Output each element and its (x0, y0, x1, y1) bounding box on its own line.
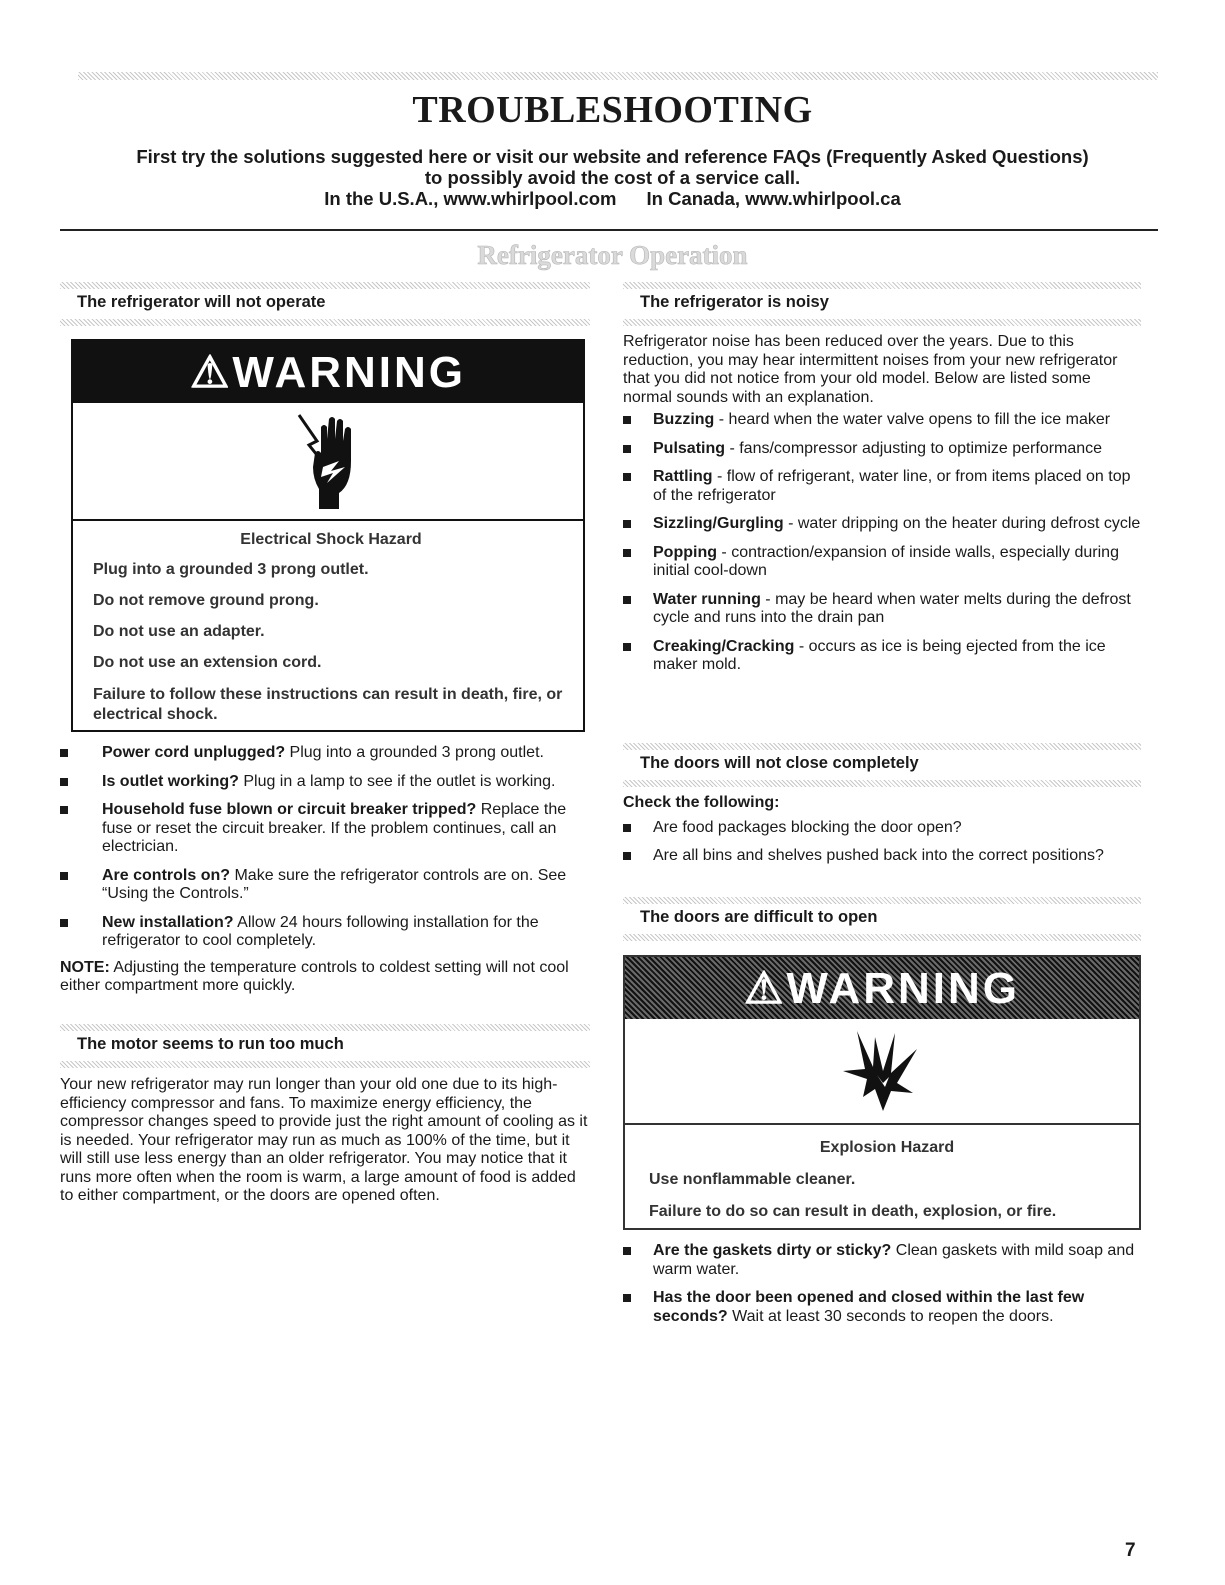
heading-will-not-operate-text: The refrigerator will not operate (77, 293, 326, 311)
warning-line-2: Failure to do so can result in death, explosion, or fire. (649, 1203, 1057, 1220)
heading-noisy-text: The refrigerator is noisy (640, 293, 829, 311)
canada-website: In Canada, www.whirlpool.ca (646, 188, 901, 209)
motor-paragraph: Your new refrigerator may run longer than your old one due to its high-efficiency compressor and fans. To maximize energy efficiency, the compressor changes speed to provide just the right amount of cooling as it is needed. Your refrigerator may run as much as 100% of the time, but it will still use less energy than an older refrigerator. You may notice that it runs more often when the room is warm, a large amount of food is added to either compartment, or the doors are opened often. (60, 1076, 588, 1204)
warning-line-1: Plug into a grounded 3 prong outlet. (93, 561, 369, 578)
warning-line-3: Do not use an adapter. (93, 623, 265, 640)
motor-section (60, 1076, 590, 1206)
list-item: Has the door been opened and closed within the last few seconds? Wait at least 30 seconds to reopen the doors. (623, 1289, 1141, 1326)
heading-doors-difficult-text: The doors are difficult to open (640, 908, 878, 926)
website-line (60, 188, 1165, 209)
warning-line-4: Do not use an extension cord. (93, 654, 322, 671)
heading-doors-not-close-text: The doors will not close completely (640, 754, 919, 772)
list-item: Is outlet working? Plug in a lamp to see if the outlet is working. (60, 773, 590, 792)
explosion-icon (837, 1027, 927, 1117)
intro-text (60, 146, 1165, 209)
list-item: Are food packages blocking the door open? (623, 819, 1141, 838)
shock-icon-area (73, 403, 583, 521)
explosion-warning-box (623, 955, 1141, 1230)
warning-banner: ⚠WARNING (73, 341, 583, 403)
list-item: New installation? Allow 24 hours following installation for the refrigerator to cool completely. (60, 914, 590, 951)
list-item: Are all bins and shelves pushed back into the correct positions? (623, 847, 1141, 866)
usa-website: In the U.S.A., www.whirlpool.com (324, 188, 617, 209)
list-item: Pulsating - fans/compressor adjusting to optimize performance (623, 440, 1141, 459)
page-number: 7 (1125, 1540, 1136, 1561)
warning-line-5: Failure to follow these instructions can result in death, fire, or electrical shock. (93, 686, 563, 723)
explosion-icon-area (625, 1019, 1139, 1125)
page-title: TROUBLESHOOTING (412, 89, 813, 131)
note-paragraph: NOTE: Adjusting the temperature controls to coldest setting will not cool either compartment more quickly. (60, 958, 569, 994)
section-title: Refrigerator Operation (477, 240, 748, 270)
list-item: Buzzing - heard when the water valve opens to fill the ice maker (623, 411, 1141, 430)
warning-banner: ⚠WARNING (625, 957, 1139, 1019)
heading-doors-not-close (623, 743, 1141, 787)
list-item: Water running - may be heard when water melts during the defrost cycle and runs into the drain pan (623, 591, 1141, 628)
heading-motor-runs (60, 1024, 590, 1068)
warning-line-2: Do not remove ground prong. (93, 592, 319, 609)
not-operate-causes (60, 744, 590, 996)
list-item: Popping - contraction/expansion of inside walls, especially during initial cool-down (623, 544, 1141, 581)
heading-motor-runs-text: The motor seems to run too much (77, 1035, 344, 1053)
warning-line-1: Use nonflammable cleaner. (649, 1171, 856, 1188)
list-item: Household fuse blown or circuit breaker tripped? Replace the fuse or reset the circuit breaker. If the problem continues, call an electrician. (60, 801, 590, 857)
intro-line-1: First try the solutions suggested here or visit our website and reference FAQs (Frequently Asked Questions) (136, 146, 1089, 167)
heading-noisy (623, 282, 1141, 326)
hazard-title: Explosion Hazard (819, 1139, 955, 1156)
check-following-label: Check the following: (623, 794, 780, 811)
list-item: Power cord unplugged? Plug into a grounded 3 prong outlet. (60, 744, 590, 763)
noisy-section (623, 333, 1141, 685)
heading-doors-difficult (623, 897, 1141, 941)
list-item: Are the gaskets dirty or sticky? Clean gaskets with mild soap and warm water. (623, 1242, 1141, 1279)
list-item: Rattling - flow of refrigerant, water line, or from items placed on top of the refrigerator (623, 468, 1141, 505)
list-item: Sizzling/Gurgling - water dripping on the heater during defrost cycle (623, 515, 1141, 534)
intro-line-2: to possibly avoid the cost of a service call. (424, 167, 801, 188)
hazard-title: Electrical Shock Hazard (240, 531, 422, 548)
doors-not-close-section (623, 794, 1141, 876)
noisy-paragraph: Refrigerator noise has been reduced over the years. Due to this reduction, you may hear intermittent noises from your new refrigerator that you did not notice from your old model. Below are listed some normal sounds with an explanation. (623, 333, 1118, 406)
doors-difficult-causes (623, 1242, 1141, 1336)
top-decorative-rule (78, 72, 1158, 80)
list-item: Creaking/Cracking - occurs as ice is being ejected from the ice maker mold. (623, 638, 1141, 675)
electric-shock-hand-icon (291, 405, 371, 515)
heading-will-not-operate (60, 282, 590, 326)
header-divider (60, 229, 1158, 231)
electric-shock-warning-box (71, 339, 585, 732)
list-item: Are controls on? Make sure the refrigerator controls are on. See “Using the Controls.” (60, 867, 590, 904)
